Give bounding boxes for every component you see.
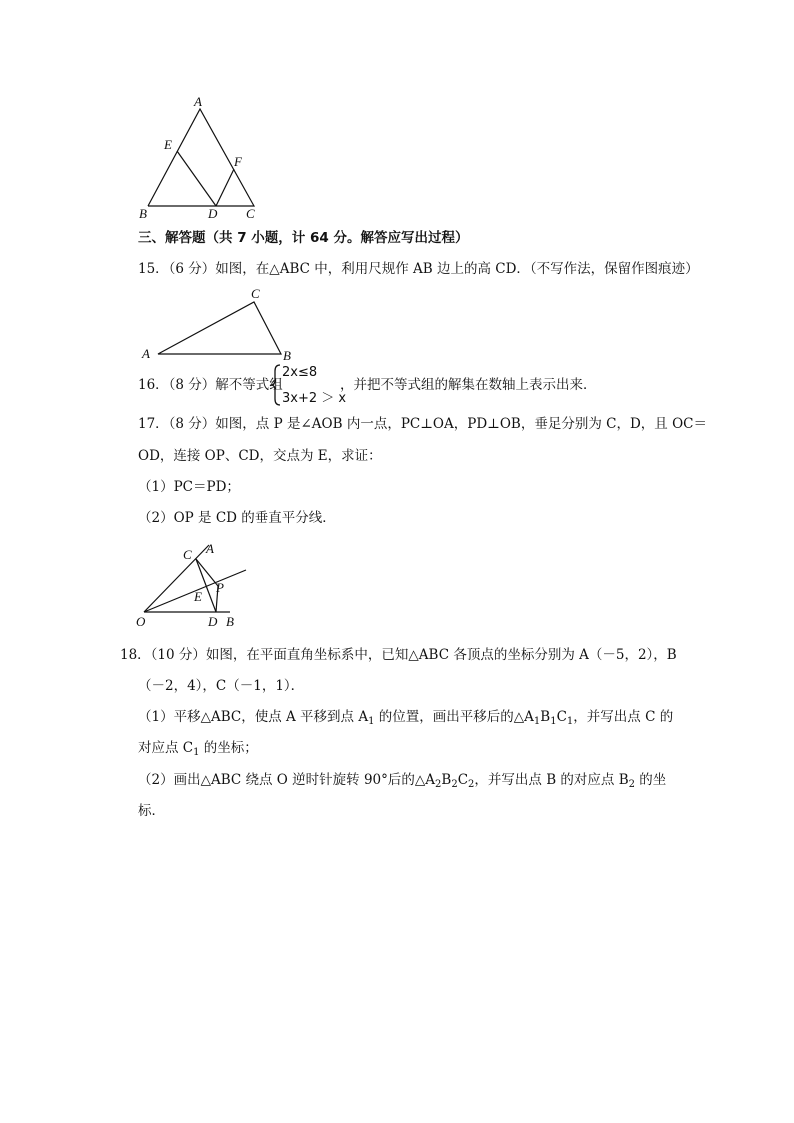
q18-part1-a: （1）平移△ABC，使点 A 平移到点 A	[138, 709, 369, 725]
q18-part1-c: ，并写出点 C 的	[573, 709, 674, 725]
q16-row1: 2x≤8	[282, 365, 318, 380]
q16-inequality-system	[270, 363, 350, 407]
q18-part1-a-sub: 1	[368, 716, 375, 727]
q18-part1-b-sub1: 1	[533, 716, 541, 727]
q17-line2: OD，连接 OP、CD，交点为 E，求证：	[138, 448, 382, 464]
q18-part1-b3: C	[556, 709, 567, 725]
q16-suffix: ，并把不等式组的解集在数轴上表示出来．	[340, 377, 597, 393]
q17-angle-figure	[134, 538, 264, 630]
q18-part1-line2-a: 对应点 C	[138, 740, 194, 756]
q18-part2-line2: 标．	[138, 803, 165, 819]
q18-part2-sub1: 2	[435, 779, 442, 790]
q18-part2-sub4: 2	[628, 779, 635, 790]
q18-part1-b2: B	[540, 709, 551, 725]
q18-part2-sub2: 2	[451, 779, 458, 790]
q18-part2-c: C	[457, 772, 469, 788]
q18-part2-e: 的坐	[635, 772, 667, 788]
q15-triangle-figure	[138, 284, 308, 364]
q17-label-E: E	[194, 589, 202, 604]
q18-part2-a: （2）画出△ABC 绕点 O 逆时针旋转 90°后的△A	[138, 772, 436, 788]
triangle-figure	[130, 92, 270, 222]
q17-part1: （1）PC＝PD；	[138, 479, 240, 495]
q15-label-C: C	[251, 286, 260, 301]
q17-label-C: C	[183, 547, 192, 562]
left-brace-icon	[270, 363, 282, 407]
q17-part2: （2）OP 是 CD 的垂直平分线．	[138, 510, 336, 526]
q17-label-O: O	[136, 614, 146, 629]
q18-part1-b-sub2: 1	[550, 716, 557, 727]
q18-part1-line2	[138, 738, 258, 763]
q18-part2-d: ，并写出点 B 的对应点 B	[474, 772, 629, 788]
q17-label-A: A	[206, 541, 214, 556]
label-C: C	[246, 206, 255, 221]
q15-text: 15．（6 分）如图，在△ABC 中，利用尺规作 AB 边上的高 CD．（不写作法，保留作图痕迹）	[138, 261, 699, 277]
q15-label-A: A	[142, 346, 150, 361]
label-F: F	[234, 154, 242, 169]
q18-line2: （－2，4），C（－1，1）．	[138, 678, 305, 694]
q16-row2: 3x+2 ＞ x	[282, 391, 347, 406]
q17-label-D: D	[208, 614, 218, 629]
q18-part2-sub3: 2	[468, 779, 475, 790]
q18-part1-b: 的位置，画出平移后的△A	[374, 709, 534, 725]
label-B: B	[139, 206, 147, 221]
label-D: D	[208, 206, 218, 221]
q18-part1-line1	[138, 707, 673, 732]
q18-part1-line2-sub: 1	[193, 747, 200, 758]
q17-label-P: P	[216, 580, 224, 595]
section-heading: 三、解答题（共 7 小题，计 64 分。解答应写出过程）	[138, 230, 469, 246]
q18-line1: 18．（10 分）如图，在平面直角坐标系中，已知△ABC 各顶点的坐标分别为 A（－5，2），B	[120, 647, 677, 663]
q18-part2-b: B	[441, 772, 452, 788]
q15-label-B: B	[283, 348, 291, 363]
q18-part1-b-sub3: 1	[566, 716, 574, 727]
q18-part1-line2-b: 的坐标；	[199, 740, 258, 756]
q18-part2-line1	[138, 770, 666, 795]
q17-label-B: B	[226, 614, 234, 629]
q17-line1: 17．（8 分）如图，点 P 是∠AOB 内一点，PC⊥OA，PD⊥OB，垂足分别为 C，D，且 OC＝	[138, 416, 707, 432]
label-E: E	[164, 137, 172, 152]
q16-prefix: 16．（8 分）解不等式组	[138, 377, 283, 393]
label-A: A	[194, 94, 202, 109]
